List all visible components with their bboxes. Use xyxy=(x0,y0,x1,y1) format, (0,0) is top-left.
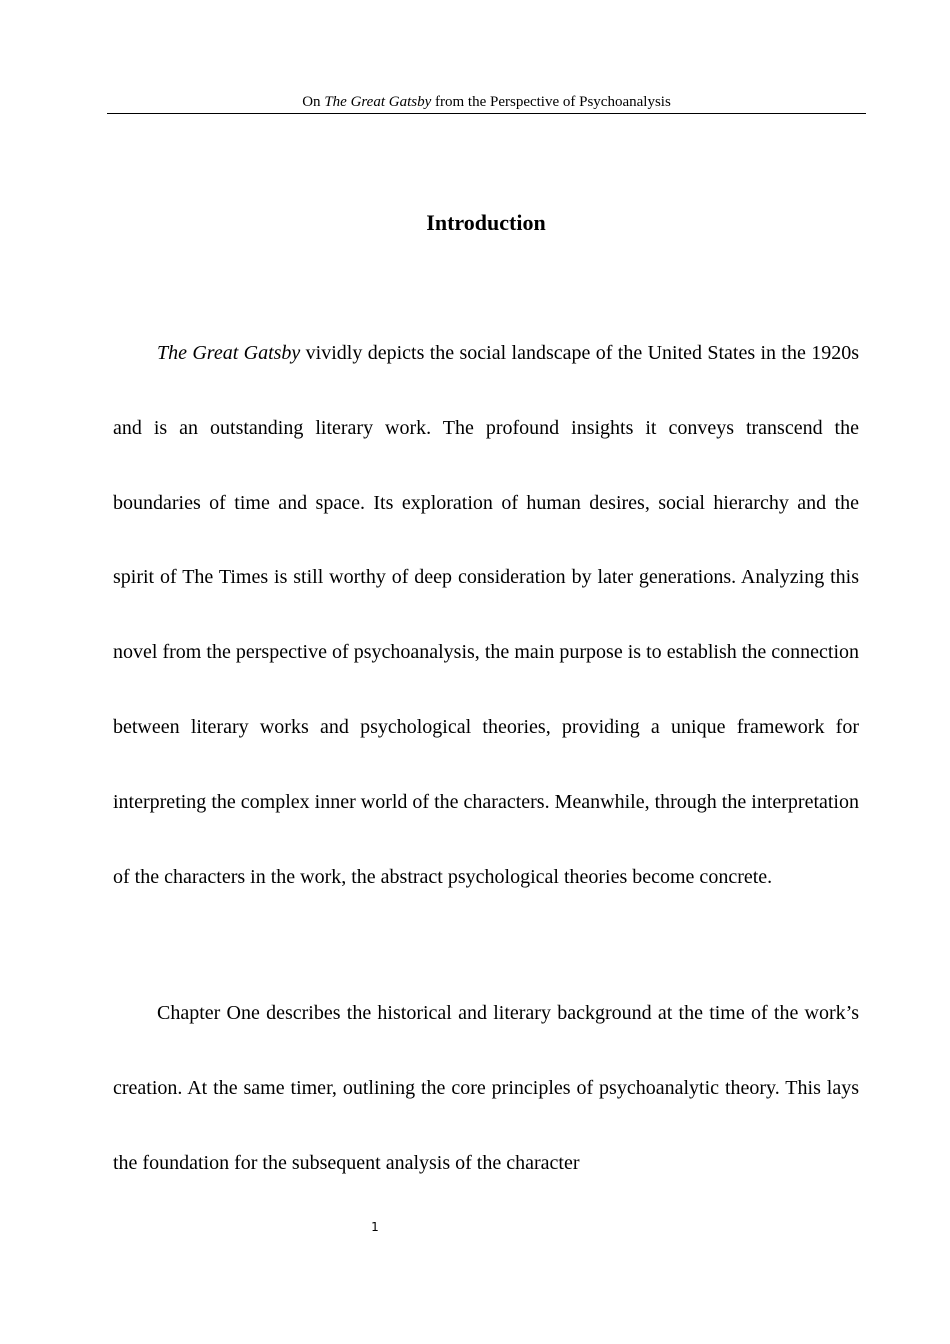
header-suffix: from the Perspective of Psychoanalysis xyxy=(431,94,671,110)
header-prefix: On xyxy=(302,94,325,110)
header-book-title: The Great Gatsby xyxy=(324,94,432,110)
running-header xyxy=(107,92,866,114)
paragraph-text: Chapter One describes the historical and literary background at the time of the work’s creation. At the same timer, outlining the core principles of psychoanalytic theory. This lays the foundation for the subsequent analysis of the character xyxy=(113,1002,859,1174)
section-title: Introduction xyxy=(426,210,546,235)
paragraph-chapter-one xyxy=(113,976,859,1200)
paragraph-intro xyxy=(113,316,859,914)
paragraph-book-title: The Great Gatsby xyxy=(157,342,301,364)
paragraph-text: vividly depicts the social landscape of the United States in the 1920s and is an outstanding literary work. The profound insights it conveys transcend the boundaries of time and space. Its exploration of human desires, social hierarchy and the spirit of The Times is still worthy of deep consideration by later generations. Analyzing this novel from the perspective of psychoanalysis, the main purpose is to establish the connection between literary works and psychological theories, providing a unique framework for interpreting the complex inner world of the characters. Meanwhile, through the interpretation of the characters in the work, the abstract psychological theories become concrete. xyxy=(113,342,860,888)
page-number: 1 xyxy=(371,1220,379,1234)
